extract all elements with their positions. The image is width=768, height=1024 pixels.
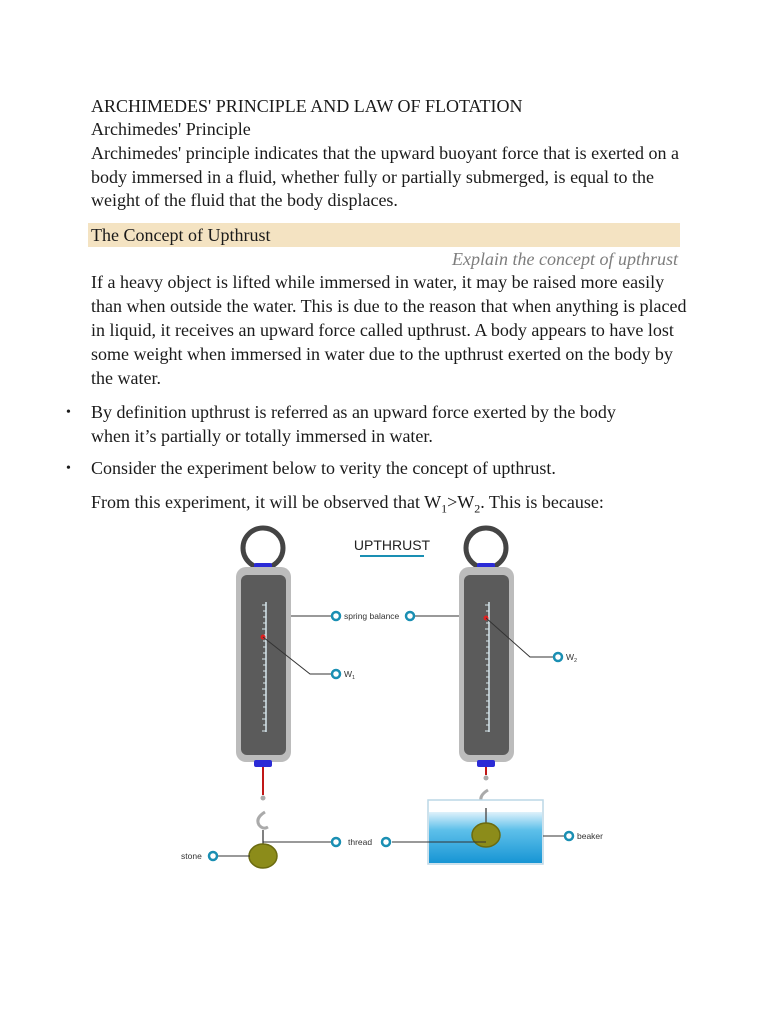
label-w1 bbox=[344, 669, 355, 681]
bullet-marker: • bbox=[66, 461, 71, 476]
bullet-line: when it’s partially or totally immersed in water. bbox=[91, 426, 433, 446]
label-dot-icon bbox=[332, 670, 340, 678]
upthrust-diagram-svg bbox=[170, 520, 620, 880]
rod-end bbox=[484, 776, 489, 781]
label-w1-text: W bbox=[344, 669, 353, 679]
label-thread: thread bbox=[348, 837, 373, 847]
rod-end bbox=[261, 796, 266, 801]
stone-shape bbox=[472, 823, 500, 847]
label-dot-icon bbox=[406, 612, 414, 620]
label-dot-icon bbox=[565, 832, 573, 840]
upthrust-paragraph: If a heavy object is lifted while immersed in water, it may be raised more easily than when outside the water. This is due to the reason that when anything is placed in liquid, it receives an upward force called upthrust. A body appears to have lost some weight when immersed in water due to the upthrust exerted on the body by the water. bbox=[91, 272, 687, 388]
subscript-2: 2 bbox=[474, 501, 481, 516]
ring-icon bbox=[243, 528, 283, 568]
label-w2-text: W bbox=[566, 652, 575, 662]
label-dot-icon bbox=[554, 653, 562, 661]
subscript-1: 1 bbox=[441, 501, 448, 516]
observation-text: . This is because: bbox=[480, 492, 604, 512]
ring-icon bbox=[466, 528, 506, 568]
learning-objective: Explain the concept of upthrust bbox=[452, 249, 678, 269]
label-w2-sub: 2 bbox=[574, 658, 578, 664]
upthrust-diagram bbox=[170, 520, 620, 880]
bullet-line: Consider the experiment below to verity the concept of upthrust. bbox=[91, 458, 556, 478]
label-w1-sub: 1 bbox=[352, 675, 356, 681]
label-spring-balance: spring balance bbox=[344, 611, 400, 621]
observation-text: From this experiment, it will be observed that W bbox=[91, 492, 442, 512]
bullet-experiment bbox=[91, 456, 701, 480]
right-spring-balance bbox=[428, 528, 543, 864]
observation-text: >W bbox=[447, 492, 475, 512]
bullet-marker: • bbox=[66, 405, 71, 420]
document-title: ARCHIMEDES' PRINCIPLE AND LAW OF FLOTATION bbox=[91, 96, 523, 116]
bottom-cap bbox=[477, 760, 495, 767]
label-dot-icon bbox=[382, 838, 390, 846]
observation-sentence bbox=[91, 490, 604, 514]
diagram-title: UPTHRUST bbox=[353, 537, 431, 553]
label-dot-icon bbox=[332, 612, 340, 620]
bullet-line: By definition upthrust is referred as an upward force exerted by the body bbox=[91, 402, 616, 422]
bullet-definition bbox=[91, 400, 701, 448]
section-subtitle: Archimedes' Principle bbox=[91, 119, 251, 139]
bottom-cap bbox=[254, 760, 272, 767]
label-w2 bbox=[566, 652, 577, 664]
hook-icon bbox=[258, 812, 268, 828]
label-dot-icon bbox=[332, 838, 340, 846]
label-stone: stone bbox=[181, 851, 202, 861]
intro-paragraph: Archimedes' principle indicates that the upward buoyant force that is exerted on a body immersed in a fluid, whether fully or partially submerged, is equal to the weight of the fluid that the body displaces. bbox=[91, 143, 680, 210]
label-beaker: beaker bbox=[577, 831, 603, 841]
stone-shape bbox=[249, 844, 277, 868]
left-spring-balance bbox=[236, 528, 291, 868]
section-heading-upthrust: The Concept of Upthrust bbox=[88, 223, 680, 247]
label-dot-icon bbox=[209, 852, 217, 860]
